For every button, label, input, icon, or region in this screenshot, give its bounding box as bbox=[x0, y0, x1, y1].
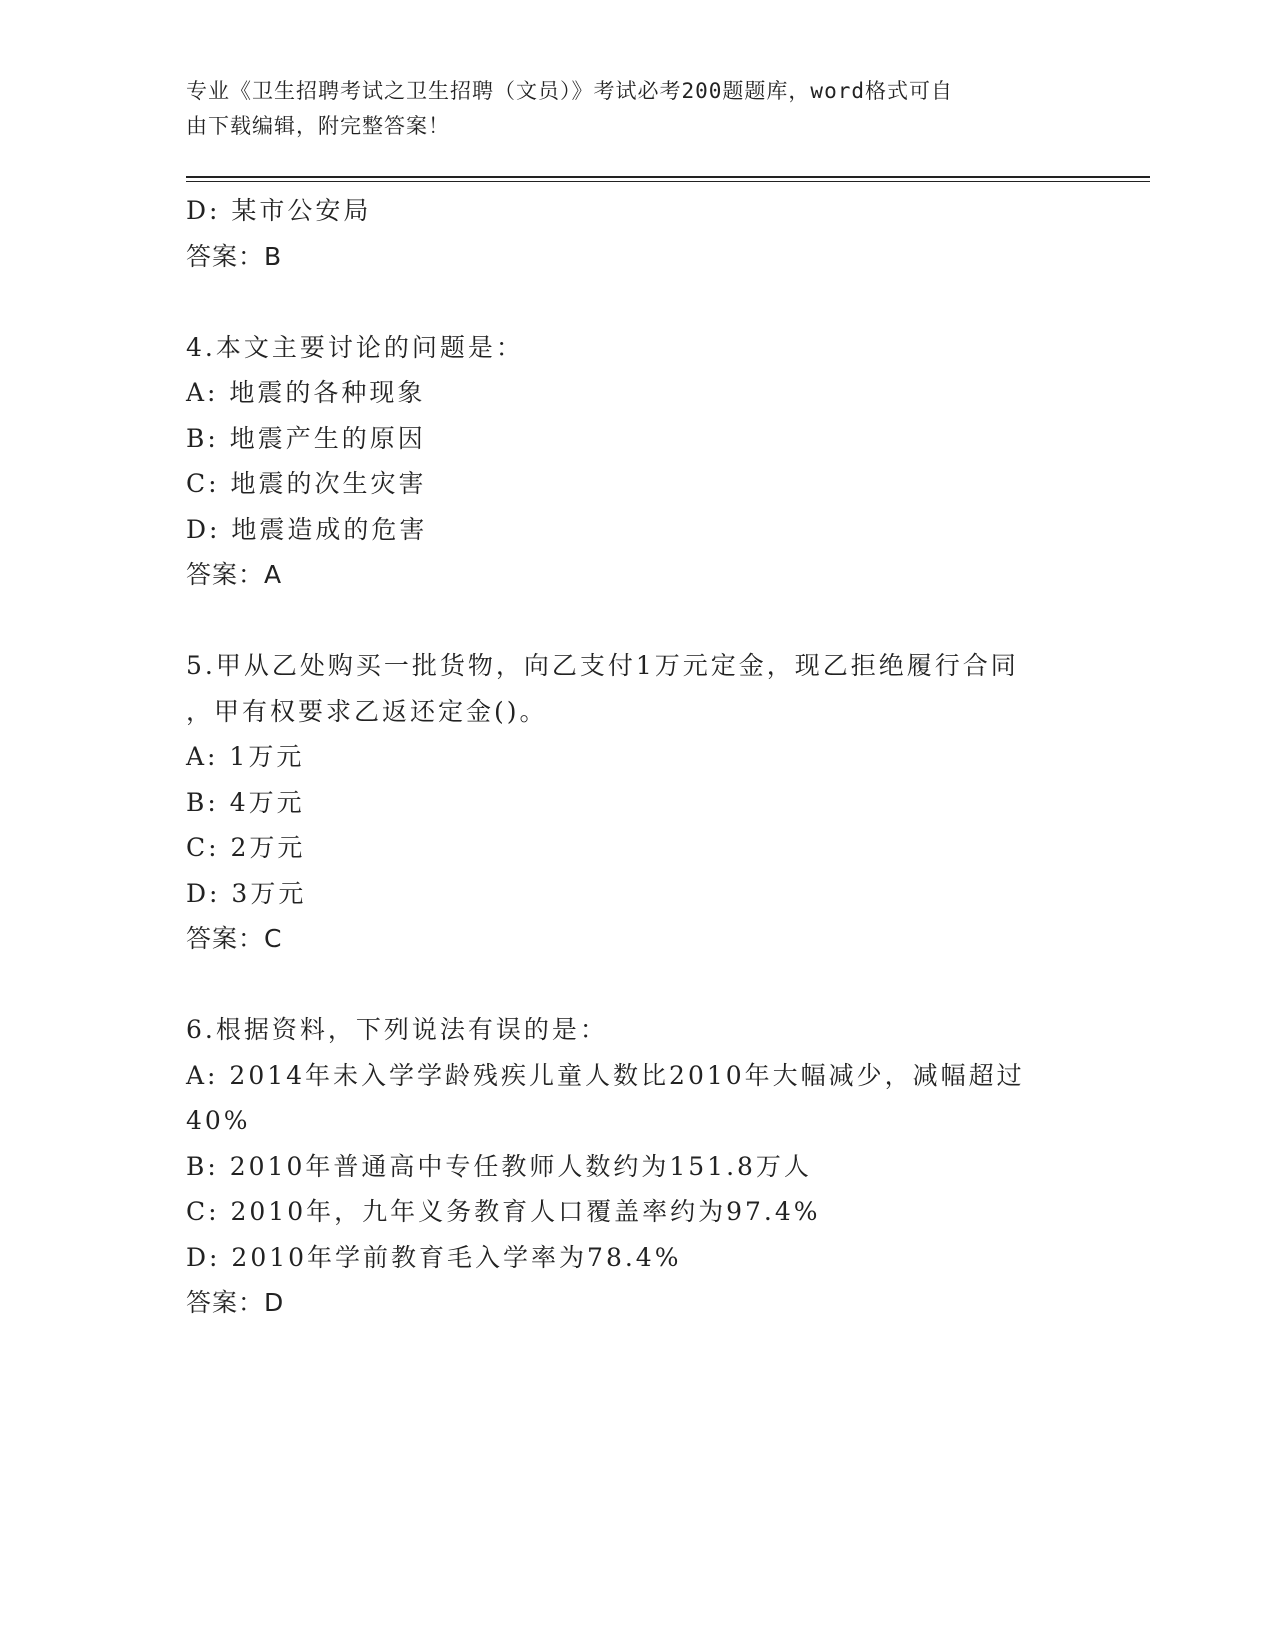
option-d: D: 3万元 bbox=[186, 878, 307, 908]
option-d: D: 某市公安局 bbox=[186, 196, 372, 225]
option-c: C: 地震的次生灾害 bbox=[186, 469, 427, 498]
option-b: B: 2010年普通高中专任教师人数约为151.8万人 bbox=[186, 1151, 812, 1181]
question-stem: 4.本文主要讨论的问题是： bbox=[186, 332, 524, 362]
header-line-1: 专业《卫生招聘考试之卫生招聘（文员）》考试必考200题题库，word格式可自 bbox=[186, 79, 953, 103]
question-stem-continued: ，甲有权要求乙返还定金()。 bbox=[186, 696, 548, 726]
answer-line: 答案：B bbox=[186, 241, 283, 271]
option-c: C: 2010年，九年义务教育人口覆盖率约为97.4% bbox=[186, 1197, 821, 1226]
option-a: A: 2014年未入学学龄残疾儿童人数比2010年大幅减少，减幅超过 bbox=[186, 1060, 1025, 1090]
option-b: B: 地震产生的原因 bbox=[186, 423, 426, 453]
document-header bbox=[186, 74, 1066, 144]
option-d: D: 2010年学前教育毛入学率为78.4% bbox=[186, 1242, 682, 1272]
answer-line: 答案：D bbox=[186, 1288, 285, 1317]
answer-line: 答案：C bbox=[186, 924, 283, 953]
header-rule-thick bbox=[186, 176, 1150, 178]
option-a-continued: 40% bbox=[186, 1106, 251, 1135]
question-stem: 5.甲从乙处购买一批货物，向乙支付1万元定金，现乙拒绝履行合同 bbox=[186, 651, 1019, 680]
option-c: C: 2万元 bbox=[186, 833, 306, 862]
question-5 bbox=[186, 643, 1086, 962]
spacer bbox=[186, 279, 1086, 325]
spacer bbox=[186, 962, 1086, 1008]
question-3-tail bbox=[186, 188, 1086, 279]
answer-line: 答案：A bbox=[186, 560, 283, 589]
question-stem: 6.根据资料，下列说法有误的是： bbox=[186, 1015, 608, 1044]
option-b: B: 4万元 bbox=[186, 787, 305, 817]
header-line-2: 由下载编辑，附完整答案！ bbox=[186, 114, 450, 138]
question-list bbox=[186, 188, 1086, 1326]
option-a: A: 1万元 bbox=[186, 742, 305, 771]
spacer bbox=[186, 598, 1086, 644]
option-d: D: 地震造成的危害 bbox=[186, 514, 428, 544]
option-a: A: 地震的各种现象 bbox=[186, 378, 426, 407]
header-rule-thin bbox=[186, 181, 1150, 182]
question-4 bbox=[186, 325, 1086, 598]
question-6 bbox=[186, 1007, 1086, 1326]
